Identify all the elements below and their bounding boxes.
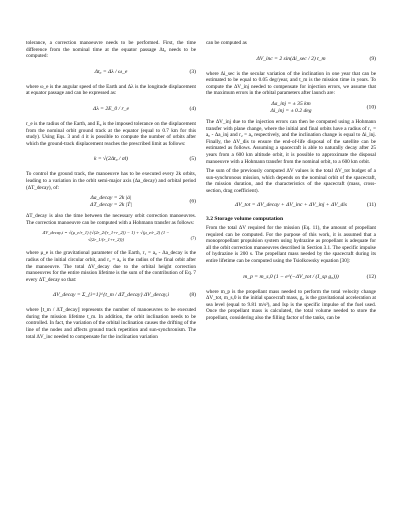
equation-text: Δt₀ = Δλ / ω_e [94,68,128,75]
equation-number: (11) [366,201,376,208]
equation-number: (12) [366,273,376,280]
paragraph: can be computed as [206,40,247,46]
equation-number: (9) [369,55,376,62]
equation-number: (8) [189,292,196,299]
equation-text: ΔV_inc = 2 sin(Δi_sec / 2) t_m [256,55,326,62]
equation-number: (3) [189,68,196,75]
equation-12 [206,268,376,286]
equation-text: m_p = m_s,0 (1 − e^(−ΔV_tot / (I_sp g₀))) [243,273,339,280]
paragraph: where ω_e is the angular speed of the Earth and Δλ is the longitude displacement at equator passage and can be expressed as: [26,83,196,97]
paragraph: where m_p is the propellant mass needed to perform the total velocity change ΔV_tot, m_s,0 is the initial spacecraft mass, g₀ is the gravitational acceleration at sea level (equal to 9.81 m/s²), and Isp is the specific impulse of the fuel used. Once the propellant mass is calculated, the total volume needed to store the propellant, considering also the filling factor of the tanks, can be [206,288,376,322]
equation-line: ΔT_decay = 2k |Ṫ| [90,202,132,209]
paragraph: tolerance, a correction manoeuvre needs to be performed. First, the time difference from the nominal time at the equator passage Δt₀ needs to be computed: [26,40,196,60]
equation-number: (10) [366,104,376,111]
equation-text: k = √(2Δt₀ / σṫ) [93,156,129,163]
paragraph: From the total ΔV required for the mission (Eq. 11), the amount of propellant required can be computed. For the purpose of this work, it is assumed that a monopropellant propulsion system using hydrazine as propellant is adequate for all the orbit correction manoeuvres described in Section 3.1. The specific impulse of hydrazine is 200 s. The propellant mass needed by the spacecraft during its entire lifetime can be computed using the Tsiolkowsky equation [30]: [206,225,376,265]
equation-5 [26,150,196,168]
paragraph: ΔT_decay is also the time between the necessary orbit correction manoeuvres. The correction manoeuvre can be computed with a Hohmann transfer as follows: [26,213,196,226]
paragraph: where μ_e is the gravitational parameter of the Earth, r₁ = a₀ - Δa_decay is the radius of the initial circular orbit, and r₂ = a₀ is the radius of the final orbit after the manoeuvre. The total ΔV_decay due to the orbital height correction manoeuvres for the entire mission lifetime is the sum of the contribution of Eq. 7 every ΔT_decay so that: [26,250,196,283]
equation-6 [26,194,196,210]
equation-line: Δa_decay = 2k |ȧ| [90,195,132,202]
equation-11 [206,198,376,212]
equation-3 [26,63,196,81]
equation-number: (4) [189,105,196,112]
section-heading: 3.2 Storage volume computation [206,215,284,222]
equation-8 [26,286,196,304]
equation-number: (6) [189,198,196,205]
equation-10 [206,100,376,116]
paragraph: where Δi_sec is the secular variation of the inclination in one year that can be estimated to be equal to 0.05 deg/year, and t_m is the mission time in years. To compute the ΔV_inj needed to compensate for injection errors, we assume that the maximum errors in the orbital parameters after launch are: [206,70,376,97]
paragraph: r_e is the radius of the Earth, and E₀ is the imposed tolerance on the displacement from the nominal orbit ground track at the equator (equal to 0.7 km for this study). Using Eqs. 3 and 4 it is possible to compute the number of orbits after which the ground-track displacement reaches the prescribed limit as follows: [26,120,196,147]
equation-text: ΔV_decay = Σ_{i=1}^{t_m / ΔT_decay} ΔV_decay,i [52,292,170,299]
equation-number: (7) [190,235,196,241]
equation-text: ΔV_decay,i = √(μ_e/r_1) (√(2r_2/(r_1+r_2)) − 1) + √(μ_e/r_2) (1 − √(2r_1/(r_1+r_2))) [42,230,170,243]
equation-9 [206,50,376,68]
paragraph: The sum of the previously computed ΔV values is the total ΔV_tot budget of a sun-synchronous mission, which depends on the nominal orbit of the spacecraft, the mission duration, and the characteristics of the spacecraft (mass, cross-section, drag coefficient). [206,168,376,194]
paragraph: To control the ground track, the manoeuvre has to be executed every 2k orbits, leading to a variation in the orbit semi-major axis (Δa_decay) and orbital period (ΔT_decay), of: [26,171,196,191]
equation-7 [26,229,196,247]
equation-text: Δλ = 2E_0 / r_e [93,105,129,112]
equation-text: ΔV_tot = ΔV_decay + ΔV_inc + ΔV_inj + ΔV_dis [235,201,347,208]
right-column [206,40,376,325]
left-column [26,40,196,343]
equation-number: (5) [189,156,196,163]
paragraph: The ΔV_inj due to the injection errors can then be computed using a Hohmann transfer with plane change, where the initial and final orbits have a radius of r₁ = a₀ - Δa_inj and r₂ = a₀ respectively, and the inclination change is equal to Δi_inj. Finally, the ΔV_dis to ensure the end-of-life disposal of the satellite can be estimated as follows. Assuming a spacecraft is able to naturally decay after 25 years from a 600 km altitude orbit, it is possible to approximate the disposal manoeuvre with a Hohmann transfer from the nominal orbit, to a 600 km orbit. [206,118,376,165]
paragraph: where ⌊t_m / ΔT_decay⌋ represents the number of manoeuvres to be executed during the mission lifetime t_m. In addition, the orbit inclination needs to be controlled. In fact, the variation of the orbital inclination causes the drifting of the line of the nodes and affects ground track repetition and sun-synchronism. The total ΔV_inc needed to compensate for the inclination variation [26,307,196,340]
equation-line: Δa_inj = ± 35 km [271,100,311,107]
equation-4 [26,100,196,118]
equation-line: Δi_inj = ± 0.2 deg [270,107,312,114]
